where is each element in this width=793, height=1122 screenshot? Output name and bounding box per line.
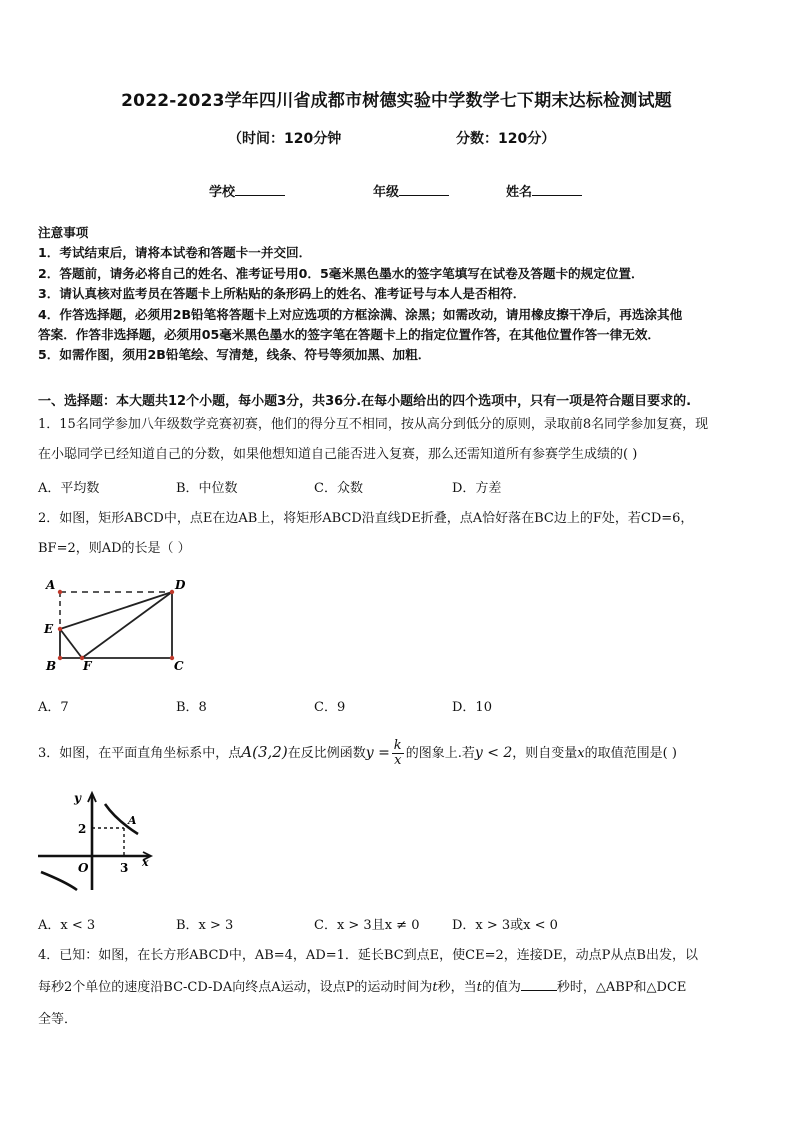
question-4-line-3: 全等． xyxy=(38,1012,78,1027)
score-label: 分数：120分） xyxy=(456,131,556,147)
variable-t: t xyxy=(432,980,438,995)
school-blank xyxy=(235,183,285,196)
function-fraction xyxy=(392,739,404,768)
option-a: A．平均数 xyxy=(38,481,100,496)
y-label: y xyxy=(74,791,81,805)
option-d: D．x > 3或x < 0 xyxy=(452,918,558,933)
option-a: A．x < 3 xyxy=(38,918,96,933)
edge-fd xyxy=(82,592,172,658)
x-label: x xyxy=(142,856,149,869)
point-b xyxy=(58,656,62,660)
label-f: F xyxy=(83,659,92,673)
question-2-line-1: 2．如图，矩形ABCD中，点E在边AB上，将矩形ABCD沿直线DE折叠，点A恰好落在BC边上的F处，若CD=6， xyxy=(38,511,694,526)
name-field xyxy=(506,181,582,200)
origin-label: O xyxy=(78,861,89,875)
question-1-line-2: 在小聪同学已经知道自己的分数，如果他想知道自己能否进入复赛，那么还需知道所有参赛学生成绩的( ) xyxy=(38,447,638,462)
option-c: C．众数 xyxy=(314,481,363,496)
question-2 xyxy=(38,504,758,564)
option-b: B．x > 3 xyxy=(176,918,234,933)
function-lhs: y = xyxy=(365,745,390,761)
question-3-mid: 在反比例函数 xyxy=(287,746,366,761)
notice-item: 1．考试结束后，请将本试卷和答题卡一并交回． xyxy=(38,245,312,261)
question-2-options xyxy=(38,696,758,716)
label-c: C xyxy=(174,659,184,673)
notice-item: 5．如需作图，须用2B铅笔绘、写清楚，线条、符号等须加黑、加粗． xyxy=(38,347,431,363)
point-a-label: A xyxy=(128,814,137,827)
label-b: B xyxy=(46,659,57,673)
answer-blank xyxy=(521,978,557,991)
label-d: D xyxy=(175,578,186,592)
option-c: C．9 xyxy=(314,700,346,715)
notice-heading: 注意事项 xyxy=(38,225,89,240)
question-3 xyxy=(38,737,758,769)
question-4-text-a: 每秒2个单位的速度沿BC-CD-DA向终点A运动，设点P的运动时间为 xyxy=(38,980,433,995)
grade-blank xyxy=(399,183,449,196)
fold-line-de xyxy=(60,592,172,629)
tick-label-3: 3 xyxy=(120,861,129,875)
grade-field xyxy=(373,181,449,200)
question-3-suffix1: ，则自变量 xyxy=(512,746,578,761)
question-3-suffix2: 的取值范围是( ) xyxy=(584,746,677,761)
notice-item: 答案．作答非选择题，必须用05毫米黑色墨水的签字笔在答题卡上的指定位置作答，在其他位置作答一律无效． xyxy=(38,327,661,343)
variable-x: x xyxy=(577,746,585,761)
question-3-prefix: 3．如图，在平面直角坐标系中，点 xyxy=(38,746,242,761)
grade-label: 年级 xyxy=(373,185,400,200)
question-4-text-c: 的值为 xyxy=(481,980,521,995)
option-c: C．x > 3且x ≠ 0 xyxy=(314,918,420,933)
question-4-line-1: 4．已知：如图，在长方形ABCD中，AB=4，AD=1．延长BC到点E，使CE=2，连接DE，动点P从点B出发，以 xyxy=(38,948,698,963)
question-1-options xyxy=(38,477,758,497)
notice-item: 2．答题前，请务必将自己的姓名、准考证号用0．5毫米黑色墨水的签字笔填写在试卷及答题卡的规定位置． xyxy=(38,265,644,281)
hyperbola-branch-2 xyxy=(41,872,77,890)
question-3-options xyxy=(38,914,758,934)
edge-ef xyxy=(60,629,82,658)
condition: y < 2 xyxy=(474,745,513,761)
school-label: 学校 xyxy=(209,185,236,200)
variable-t: t xyxy=(476,980,482,995)
hyperbola-figure xyxy=(36,782,166,894)
section-heading: 一、选择题：本大题共12个小题，每小题3分，共36分.在每小题给出的四个选项中，只有一项是符合题目要求的. xyxy=(38,394,692,409)
notice-item: 3．请认真核对监考员在答题卡上所粘贴的条形码上的姓名、准考证号与本人是否相符． xyxy=(38,286,526,302)
time-label: （时间：120分钟 xyxy=(228,131,342,147)
label-e: E xyxy=(44,622,54,636)
fraction-denominator: x xyxy=(394,753,402,768)
name-blank xyxy=(532,183,582,196)
question-4-text-b: 秒，当 xyxy=(437,980,477,995)
question-4 xyxy=(38,940,758,1036)
notice-block xyxy=(38,223,758,366)
page-title: 2022-2023学年四川省成都市树德实验中学数学七下期末达标检测试题 xyxy=(121,91,672,111)
option-d: D．10 xyxy=(452,700,492,715)
fraction-numerator: k xyxy=(393,738,402,753)
tick-label-2: 2 xyxy=(78,822,87,836)
school-field xyxy=(209,181,285,200)
notice-item: 4．作答选择题，必须用2B铅笔将答题卡上对应选项的方框涂满、涂黑；如需改动，请用橡皮擦干净后，再选涂其他 xyxy=(38,306,683,322)
option-d: D．方差 xyxy=(452,481,502,496)
question-2-line-2: BF=2，则AD的长是（ ） xyxy=(38,541,191,556)
question-3-mid2: 的图象上.若 xyxy=(405,746,475,761)
name-label: 姓名 xyxy=(506,185,533,200)
option-b: B．中位数 xyxy=(176,481,238,496)
label-a: A xyxy=(46,578,56,592)
question-1 xyxy=(38,410,758,470)
point-e xyxy=(58,627,62,631)
point-a xyxy=(58,590,62,594)
point-d xyxy=(170,590,174,594)
option-b: B．8 xyxy=(176,700,207,715)
rectangle-fold-figure xyxy=(36,575,196,675)
question-4-line-2 xyxy=(38,972,758,1004)
point-a-coord: A(3,2) xyxy=(241,743,288,761)
option-a: A．7 xyxy=(38,700,69,715)
question-1-line-1: 1．15名同学参加八年级数学竞赛初赛，他们的得分互不相同，按从高分到低分的原则，录取前8名同学参加复赛，现 xyxy=(38,417,709,432)
question-4-text-d: 秒时，△ABP和△DCE xyxy=(556,980,687,995)
